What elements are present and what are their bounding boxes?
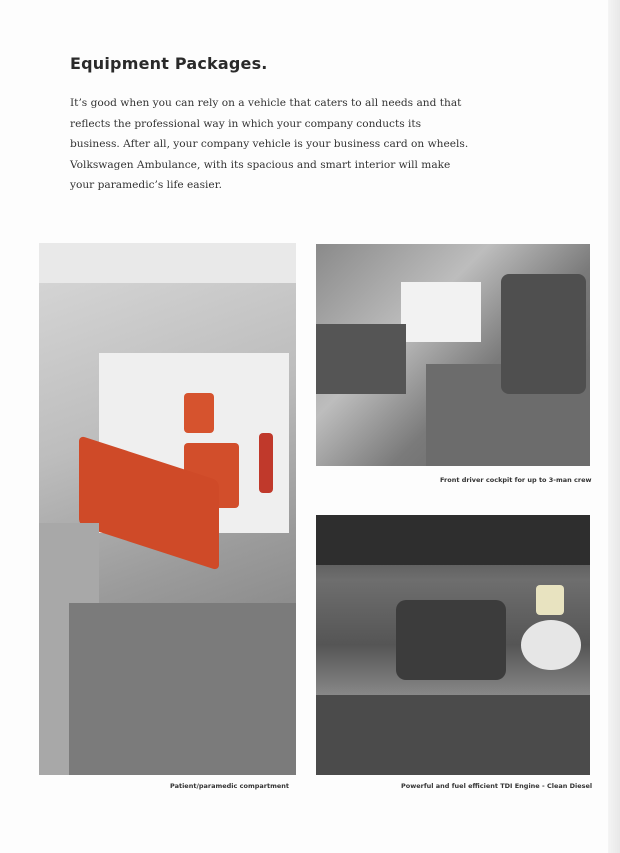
page-edge <box>608 0 620 853</box>
intro-paragraph: It’s good when you can rely on a vehicle that caters to all needs and that reflects the professional way in which your company conducts its business. After all, your company vehicle is your business card on wheels. Volkswagen Ambulance, with its spacious and smart interior will make your paramedic’s life easier. <box>70 97 469 191</box>
caption-tdi-engine: Powerful and fuel efficient TDI Engine - Clean Diesel <box>401 782 593 790</box>
photo-tdi-engine <box>316 515 590 775</box>
photo-patient-compartment <box>39 243 296 775</box>
photo-driver-cockpit <box>316 244 590 466</box>
caption-patient-compartment: Patient/paramedic compartment <box>170 782 289 790</box>
caption-driver-cockpit: Front driver cockpit for up to 3-man crew <box>440 476 592 484</box>
page-title: Equipment Packages. <box>70 54 268 73</box>
